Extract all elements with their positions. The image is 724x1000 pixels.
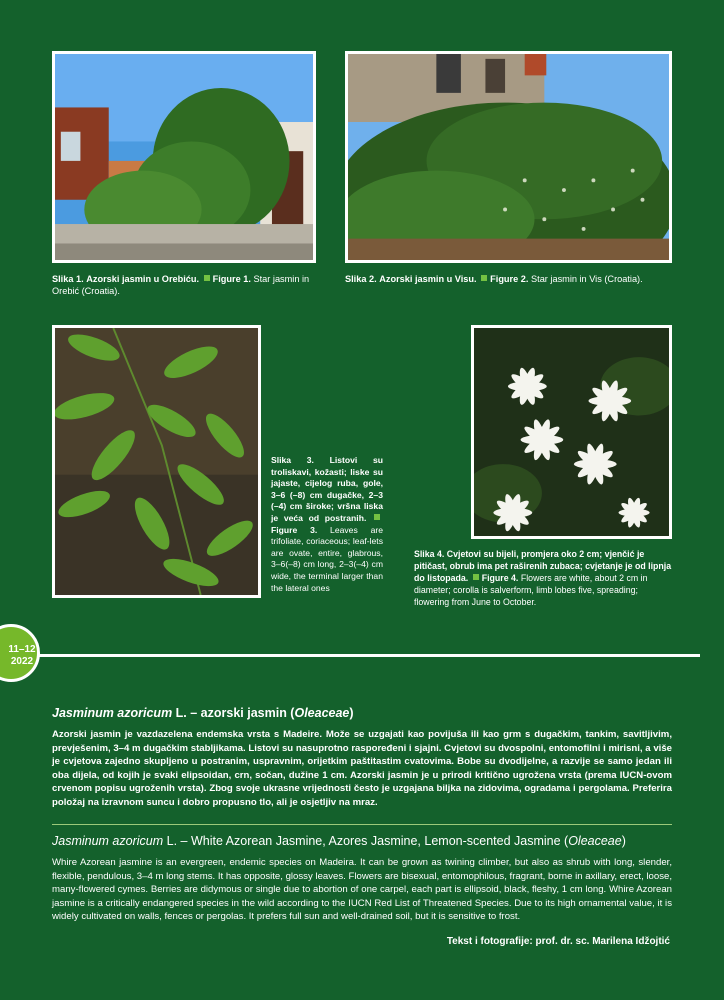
caption-figure-1 bbox=[52, 273, 318, 298]
square-bullet-icon bbox=[481, 275, 487, 281]
family-name: Oleaceae bbox=[568, 834, 622, 848]
caption-en-label: Figure 2. bbox=[490, 274, 529, 284]
photo-leaves bbox=[52, 325, 261, 598]
caption-en-text: Leaves are trifoliate, coriaceous; leaf-lets are ovate, entire, glabrous, 3–6(–8) cm long, 2–3(–4) cm wide, the terminal larger than the lateral ones bbox=[271, 524, 383, 593]
caption-figure-3 bbox=[271, 455, 383, 594]
section-rule bbox=[38, 654, 700, 657]
section-title-hr bbox=[52, 706, 354, 720]
section-body-hr: Azorski jasmin je vazdazelena endemska vrsta s Madeire. Može se uzgajati kao povijuša ili kao grm s dugačkim, tankim, savitljivim, prevješenim, 3–4 m dugačkim stabljikama. Listovi su nasuprotno raspoređeni i sjajni. Cvjetovi su dvospolni, entomofilni i mirisni, a više je cvjetova zajedno skupljeno u postranim, uspravnim, orijetkim paštitastim cvatovima. Bobe su dvodijelne, a razvije se samo jedan ili oba dijela, od kojih je svaki elipsoidan, crn, sočan, dužine 1 cm. Azorski jasmin je u prirodi kritično ugrožena vrsta (prema IUCN-ovom crvenom popisu ugroženih vrsta). Zbog svoje ukrasne vrijednosti često je uzgajana biljka na zidovima, ogradama i pergolama. Preferira položaj na izravnom suncu i dobro propusno tlo, ali je osjetljiv na mraz. bbox=[52, 729, 672, 808]
caption-hr-label: Slika 2. bbox=[345, 274, 377, 284]
section-title-en bbox=[52, 834, 626, 848]
section-divider bbox=[52, 824, 672, 825]
square-bullet-icon bbox=[204, 275, 210, 281]
photo-orebic bbox=[52, 51, 316, 263]
section-body-en: Whire Azorean jasmine is an evergreen, endemic species on Madeira. It can be grown as twining climber, but also as shrub with long, slender, flexible, pendulous, 3–4 m long stems. It has opposite, glossy leaves. Flowers are bisexual, entomophilous, fragrant, borne in axillary, erect, loose, many-flowered cymes. Berries are didymous or single due to abortion of one carpel, each part is ellipsoid, black, fleshy, 1 cm long. Whire Azorean jasmine is a critically endangered species in the wild according to the IUCN Red List of Threatened Species. Due to its high ornamental value, it is widely cultivated on walls, fences or pergolas. It prefers full sun and well-drained soil, but it is sensitive to frost. bbox=[52, 857, 673, 923]
page-year: 2022 bbox=[10, 656, 34, 667]
photo-credit: Tekst i fotografije: prof. dr. sc. Marilena Idžojtić bbox=[446, 936, 670, 947]
caption-en-label: Figure 3. bbox=[271, 524, 318, 535]
page-number: 11–12 bbox=[8, 644, 36, 655]
caption-hr-text: Cvjetovi su bijeli, promjera oko 2 cm; vjenčić je pitičast, obrub ima pet raširenih zubaca; cvjetanje je od lipnja do listopada. bbox=[414, 549, 672, 583]
caption-figure-2 bbox=[345, 273, 675, 285]
caption-en-text: Star jasmin in Orebić (Croatia). bbox=[52, 274, 310, 297]
title-close: ) bbox=[621, 834, 626, 848]
caption-figure-4 bbox=[414, 548, 672, 608]
caption-hr-text: Listovi su troliskavi, kožasti; liske su jajaste, cijelog ruba, gole, 3–6 (–8) cm dugačke, 2–3 (–4) cm široke; vršna liska je veća od postranih. bbox=[271, 455, 384, 523]
caption-hr-label: Slika 3. bbox=[271, 455, 314, 465]
photo-flowers bbox=[471, 325, 672, 539]
square-bullet-icon bbox=[473, 574, 479, 580]
caption-hr-text: Azorski jasmin u Orebiću. bbox=[86, 274, 200, 284]
species-author: L. – White Azorean Jasmine, Azores Jasmine, Lemon-scented Jasmine ( bbox=[166, 834, 569, 848]
title-close: ) bbox=[349, 706, 354, 720]
page-number-badge bbox=[0, 624, 40, 682]
caption-en-text: Star jasmin in Vis (Croatia). bbox=[531, 274, 643, 284]
caption-en-label: Figure 1. bbox=[212, 274, 251, 284]
species-name: Jasminum azoricum bbox=[52, 706, 173, 720]
caption-hr-label: Slika 1. bbox=[52, 274, 84, 284]
caption-hr-label: Slika 4. bbox=[414, 549, 445, 559]
caption-en-label: Figure 4. bbox=[481, 573, 519, 583]
square-bullet-icon bbox=[374, 514, 380, 520]
family-name: Oleaceae bbox=[294, 706, 350, 720]
species-author: L. – azorski jasmin ( bbox=[175, 706, 295, 720]
caption-hr-text: Azorski jasmin u Visu. bbox=[379, 274, 477, 284]
species-name: Jasminum azoricum bbox=[52, 834, 164, 848]
photo-vis bbox=[345, 51, 672, 263]
caption-en-text: Flowers are white, about 2 cm in diameter; corolla is salverform, limb lobes five, spreading; flowering from June to October. bbox=[414, 573, 648, 607]
